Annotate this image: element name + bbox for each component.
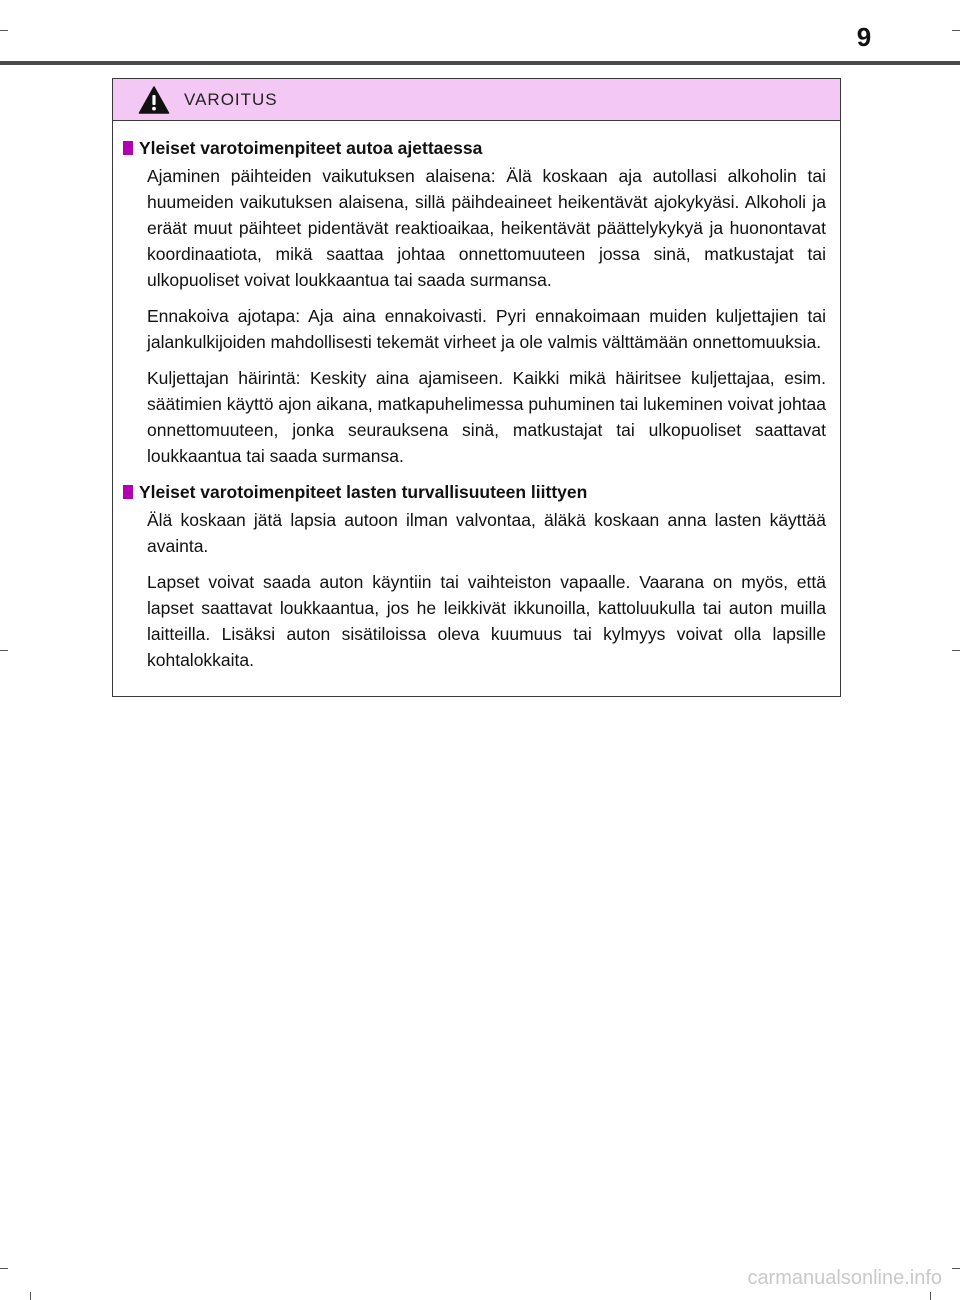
crop-mark — [930, 1292, 931, 1300]
page-number: 9 — [856, 22, 872, 52]
crop-mark — [0, 1268, 8, 1269]
crop-mark — [0, 650, 8, 651]
section-driving — [123, 135, 826, 469]
paragraph: Ennakoiva ajotapa: Aja aina ennakoivasti. Pyri ennakoimaan muiden kuljettajien tai jalankulkijoiden mahdollisesti tekemät virheet ja ole valmis välttämään onnettomuuksia. — [147, 306, 826, 352]
warning-body — [113, 121, 840, 673]
section-heading-text: Yleiset varotoimenpiteet autoa ajettaessa — [139, 138, 483, 158]
warning-header — [113, 79, 840, 121]
crop-mark — [952, 650, 960, 651]
section-heading-text: Yleiset varotoimenpiteet lasten turvallisuuteen liittyen — [139, 482, 588, 502]
paragraph: Kuljettajan häirintä: Keskity aina ajamiseen. Kaikki mikä häiritsee kuljettajaa, esim. säätimien käyttö ajon aikana, matkapuhelimessa puhuminen tai lukeminen voivat johtaa onnettomuuteen, jonka seurauksena sinä, matkustajat tai ulkopuoliset saattavat loukkaantua tai saada surmansa. — [147, 368, 827, 466]
square-bullet-icon — [123, 141, 133, 155]
paragraph: Lapset voivat saada auton käyntiin tai vaihteiston vapaalle. Vaarana on myös, että lapset saattavat loukkaantua, jos he leikkivät ikkunoilla, kattoluukulla tai auton muilla laitteilla. Lisäksi auton sisätiloissa oleva kuumuus tai kylmyys voivat olla lapsille kohtalokkaita. — [147, 572, 826, 670]
crop-mark — [0, 30, 8, 31]
section-heading — [123, 135, 826, 161]
section-children — [123, 479, 826, 673]
warning-title: VAROITUS — [184, 89, 278, 109]
crop-mark — [952, 1268, 960, 1269]
paragraph: Ajaminen päihteiden vaikutuksen alaisena: Älä koskaan aja autollasi alkoholin tai huumeiden vaikutuksen alaisena, sillä päihdeaineet heikentävät ajokykyäsi. Alkoholi ja eräät muut päihteet pidentävät reaktioaikaa, heikentävät päättelykykyä ja huonontavat koordinaatiota, mikä saattaa johtaa onnettomuuteen jossa sinä, matkustajat tai ulkopuoliset voivat loukkaantua tai saada surmansa. — [147, 166, 826, 290]
crop-mark — [952, 30, 960, 31]
square-bullet-icon — [123, 485, 133, 499]
section-heading — [123, 479, 826, 505]
crop-mark — [30, 1292, 31, 1300]
warning-triangle-icon — [138, 85, 170, 115]
watermark: carmanualsonline.info — [747, 1267, 942, 1289]
warning-box — [112, 78, 841, 697]
paragraph: Älä koskaan jätä lapsia autoon ilman valvontaa, äläkä koskaan anna lasten käyttää avainta. — [147, 510, 826, 556]
header-rule — [0, 61, 960, 65]
